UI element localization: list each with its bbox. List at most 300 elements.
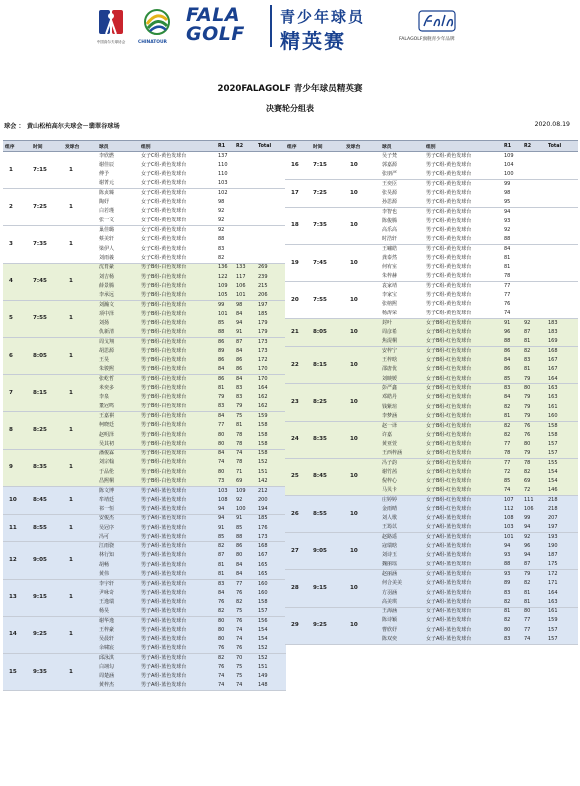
- tee-time: 9:05: [311, 533, 344, 570]
- division: 男子A组-蓝色发球台: [139, 681, 216, 690]
- division: 男子B组-白色发球台: [139, 421, 216, 430]
- tee-time: 9:05: [31, 542, 63, 579]
- player-name: 王海涵: [380, 607, 424, 616]
- player-name: 王梓晗: [380, 356, 424, 365]
- player-name: 张朋严: [380, 170, 424, 179]
- round1-score: 81: [502, 263, 522, 272]
- date-label: 2020.08.19: [534, 121, 570, 128]
- division: 女子B组-红色发球台: [424, 347, 502, 356]
- table-row: [3, 337, 286, 346]
- round2-score: [234, 217, 256, 226]
- total-score: 149: [256, 672, 286, 681]
- total-score: 157: [256, 607, 286, 616]
- total-score: [256, 179, 286, 188]
- total-score: 169: [546, 337, 578, 346]
- division: 男子B组-白色发球台: [139, 384, 216, 393]
- round2-score: 75: [234, 412, 256, 421]
- round1-score: 93: [502, 217, 522, 226]
- round2-score: 74: [234, 635, 256, 644]
- total-score: 200: [256, 495, 286, 504]
- total-score: [256, 207, 286, 216]
- pairings-table-right: [285, 140, 578, 645]
- round1-score: 137: [216, 152, 234, 161]
- division: 男子C组-黄色发球台: [424, 198, 502, 207]
- division: 女子B组-红色发球台: [424, 393, 502, 402]
- division: 女子A组-蓝色发球台: [424, 598, 502, 607]
- round2-score: 81: [522, 365, 546, 374]
- player-name: 项中泽: [97, 310, 139, 319]
- round1-score: 77: [502, 458, 522, 467]
- round2-score: 94: [522, 551, 546, 560]
- round1-score: 74: [216, 672, 234, 681]
- division: 女子A组-蓝色发球台: [424, 561, 502, 570]
- division: 男子B组-白色发球台: [139, 319, 216, 328]
- round2-score: 96: [522, 542, 546, 551]
- round2-score: 81: [522, 337, 546, 346]
- player-name: 何宥室: [380, 263, 424, 272]
- round1-score: 81: [502, 607, 522, 616]
- round1-score: 94: [216, 514, 234, 523]
- round1-score: 108: [502, 514, 522, 523]
- round1-score: 83: [502, 588, 522, 597]
- division: 男子A组-蓝色发球台: [139, 663, 216, 672]
- division: 男子A组-蓝色发球台: [139, 616, 216, 625]
- total-score: 163: [546, 598, 578, 607]
- table-row: [285, 347, 578, 356]
- page-subtitle: 决赛轮分组表: [266, 104, 314, 113]
- group-number: 1: [3, 152, 31, 189]
- total-score: 206: [256, 291, 286, 300]
- player-name: 高乐高: [380, 226, 424, 235]
- player-name: 陈俊腾: [380, 217, 424, 226]
- round2-score: 74: [522, 635, 546, 644]
- round2-score: 106: [522, 505, 546, 514]
- division: 男子A组-蓝色发球台: [139, 551, 216, 560]
- cga-logo-caption: 中国高尔夫球协会: [96, 40, 126, 44]
- round1-score: 109: [216, 282, 234, 291]
- total-score: 152: [256, 654, 286, 663]
- col-header-r2: R2: [522, 141, 546, 152]
- round2-score: 92: [522, 319, 546, 328]
- round2-score: 74: [234, 681, 256, 690]
- player-name: 李欣燃: [97, 152, 139, 161]
- round1-score: 103: [502, 523, 522, 532]
- group-number: 16: [285, 152, 311, 180]
- starting-tee: 1: [63, 412, 97, 449]
- round1-score: 82: [502, 403, 522, 412]
- player-name: 林行知: [97, 551, 139, 560]
- round2-score: [234, 226, 256, 235]
- total-score: 170: [256, 375, 286, 384]
- division: 男子B组-白色发球台: [139, 393, 216, 402]
- total-score: [546, 161, 578, 170]
- total-score: 154: [256, 635, 286, 644]
- round2-score: [522, 263, 546, 272]
- round1-score: 74: [216, 458, 234, 467]
- round2-score: 117: [234, 272, 256, 281]
- round2-score: 83: [234, 393, 256, 402]
- division: 女子B组-红色发球台: [424, 384, 502, 393]
- total-score: 168: [546, 347, 578, 356]
- col-header-time: 时间: [311, 141, 344, 152]
- tee-time: 8:35: [311, 421, 344, 458]
- total-score: 158: [256, 440, 286, 449]
- player-name: 梁伊人: [97, 244, 139, 253]
- division: 女子A组-蓝色发球台: [424, 570, 502, 579]
- starting-tee: 1: [63, 654, 97, 691]
- total-score: [546, 300, 578, 309]
- group-number: 27: [285, 533, 311, 570]
- round2-score: 78: [234, 440, 256, 449]
- tee-time: 9:25: [311, 607, 344, 644]
- division: 男子B组-白色发球台: [139, 310, 216, 319]
- round1-score: 99: [502, 179, 522, 188]
- division: 女子B组-红色发球台: [424, 375, 502, 384]
- starting-tee: 1: [63, 449, 97, 486]
- round1-score: 80: [216, 635, 234, 644]
- total-score: 154: [546, 477, 578, 486]
- division: 男子C组-黄色发球台: [424, 226, 502, 235]
- tee-time: 8:05: [31, 337, 63, 374]
- round2-score: 83: [234, 384, 256, 393]
- total-score: 187: [546, 551, 578, 560]
- total-score: 215: [256, 282, 286, 291]
- player-name: 袁家靖: [380, 282, 424, 291]
- player-name: 米奕多: [97, 384, 139, 393]
- total-score: 162: [256, 393, 286, 402]
- round1-score: 93: [502, 570, 522, 579]
- total-score: [256, 152, 286, 161]
- round2-score: 79: [522, 393, 546, 402]
- total-score: 183: [546, 319, 578, 328]
- total-score: 207: [546, 514, 578, 523]
- division: 男子A组-蓝色发球台: [139, 588, 216, 597]
- round1-score: 81: [502, 412, 522, 421]
- round2-score: [234, 152, 256, 161]
- player-name: 刘宗翰: [97, 458, 139, 467]
- division: 男子C组-黄色发球台: [424, 179, 502, 188]
- total-score: 161: [546, 403, 578, 412]
- group-number: 3: [3, 226, 31, 263]
- division: 女子B组-红色发球台: [424, 477, 502, 486]
- round2-score: [522, 179, 546, 188]
- round2-score: [522, 310, 546, 319]
- player-name: 许嘉: [380, 430, 424, 439]
- round2-score: 87: [522, 328, 546, 337]
- division: 男子A组-蓝色发球台: [139, 626, 216, 635]
- group-number: 22: [285, 347, 311, 384]
- total-score: [256, 217, 286, 226]
- round2-score: [234, 161, 256, 170]
- round2-score: [522, 272, 546, 281]
- brand-en-line1: FALA: [186, 4, 241, 26]
- table-row: [3, 375, 286, 384]
- round2-score: [234, 235, 256, 244]
- division: 女子B组-红色发球台: [424, 337, 502, 346]
- player-name: 傅予: [97, 170, 139, 179]
- player-name: 刘映媛: [380, 375, 424, 384]
- col-header-r1: R1: [216, 141, 234, 152]
- division: 男子B组-白色发球台: [139, 291, 216, 300]
- round2-score: 83: [522, 356, 546, 365]
- player-name: 李家宝: [380, 291, 424, 300]
- starting-tee: 10: [344, 570, 380, 607]
- round1-score: 108: [216, 495, 234, 504]
- player-name: 王筠苡: [380, 523, 424, 532]
- table-row: [285, 607, 578, 616]
- round1-score: 87: [216, 551, 234, 560]
- player-name: 彭严鑫: [380, 384, 424, 393]
- starting-tee: 10: [344, 421, 380, 458]
- col-header-player: 球员: [380, 141, 424, 152]
- round2-score: 98: [234, 300, 256, 309]
- round2-score: 84: [234, 310, 256, 319]
- division: 男子A组-蓝色发球台: [139, 486, 216, 495]
- player-name: 黄亚萱: [380, 440, 424, 449]
- starting-tee: 1: [63, 152, 97, 189]
- total-score: 164: [546, 375, 578, 384]
- total-score: 146: [546, 486, 578, 495]
- tee-time: 8:05: [311, 319, 344, 347]
- total-score: [546, 152, 578, 161]
- group-number: 4: [3, 263, 31, 300]
- col-header-group: 组序: [3, 141, 31, 152]
- round1-score: 102: [216, 189, 234, 198]
- round1-score: 83: [216, 244, 234, 253]
- brand-divider: [270, 5, 272, 47]
- group-number: 28: [285, 570, 311, 607]
- division: 男子C组-黄色发球台: [424, 161, 502, 170]
- division: 男子B组-白色发球台: [139, 263, 216, 272]
- round1-score: 92: [216, 207, 234, 216]
- tee-time: 7:55: [311, 282, 344, 319]
- round2-score: 79: [234, 403, 256, 412]
- player-name: 时浩轩: [380, 235, 424, 244]
- round1-score: 81: [216, 384, 234, 393]
- round1-score: 83: [216, 403, 234, 412]
- player-name: 冯子韵: [380, 458, 424, 467]
- total-score: [546, 207, 578, 216]
- tee-time: 8:55: [31, 514, 63, 542]
- round1-score: 85: [216, 533, 234, 542]
- round1-score: 94: [502, 542, 522, 551]
- round1-score: 78: [502, 272, 522, 281]
- division: 女子A组-蓝色发球台: [424, 607, 502, 616]
- round2-score: [234, 170, 256, 179]
- total-score: [546, 170, 578, 179]
- player-name: 张昊源: [380, 189, 424, 198]
- player-name: 王西梓涵: [380, 449, 424, 458]
- player-name: 金雨晴: [380, 505, 424, 514]
- division: 女子A组-蓝色发球台: [424, 626, 502, 635]
- group-number: 26: [285, 495, 311, 532]
- division: 女子C组-黄色发球台: [139, 161, 216, 170]
- round2-score: 84: [234, 561, 256, 570]
- total-score: [546, 226, 578, 235]
- tee-time: 8:25: [31, 412, 63, 449]
- total-score: 151: [256, 468, 286, 477]
- total-score: 156: [256, 616, 286, 625]
- player-name: 谢佳辰: [97, 161, 139, 170]
- division: 女子B组-红色发球台: [424, 505, 502, 514]
- table-row: [3, 226, 286, 235]
- player-name: 薛景腾: [97, 282, 139, 291]
- total-score: 157: [546, 440, 578, 449]
- round2-score: 80: [522, 607, 546, 616]
- round1-score: 83: [502, 635, 522, 644]
- round1-score: 82: [502, 430, 522, 439]
- round2-score: 69: [522, 477, 546, 486]
- round2-score: 84: [234, 375, 256, 384]
- round2-score: 75: [234, 672, 256, 681]
- player-name: 牟靖廷: [97, 495, 139, 504]
- round2-score: 78: [234, 430, 256, 439]
- round1-score: 81: [502, 254, 522, 263]
- round2-score: 76: [234, 588, 256, 597]
- starting-tee: 1: [63, 337, 97, 374]
- division: 女子B组-红色发球台: [424, 412, 502, 421]
- tee-time: 9:35: [31, 654, 63, 691]
- division: 男子B组-白色发球台: [139, 347, 216, 356]
- round2-score: 77: [522, 616, 546, 625]
- round1-score: 89: [216, 347, 234, 356]
- round2-score: 91: [234, 514, 256, 523]
- division: 女子A组-蓝色发球台: [424, 635, 502, 644]
- round2-score: [522, 300, 546, 309]
- player-name: 寇瑞晗: [380, 542, 424, 551]
- tee-time: 8:45: [311, 458, 344, 495]
- player-name: 李宇轩: [97, 579, 139, 588]
- table-row: [285, 179, 578, 188]
- player-name: 余啸宸: [97, 644, 139, 653]
- tee-time: 8:15: [31, 375, 63, 412]
- total-score: 152: [256, 644, 286, 653]
- round1-score: 82: [502, 616, 522, 625]
- division: 男子B组-白色发球台: [139, 356, 216, 365]
- division: 女子B组-红色发球台: [424, 356, 502, 365]
- group-number: 10: [3, 486, 31, 514]
- tee-time: 8:15: [311, 347, 344, 384]
- table-row: [3, 654, 286, 663]
- starting-tee: 1: [63, 514, 97, 542]
- total-score: 197: [256, 300, 286, 309]
- starting-tee: 10: [344, 179, 380, 207]
- player-name: 赵一译: [380, 421, 424, 430]
- group-number: 18: [285, 207, 311, 244]
- tee-time: 9:15: [311, 570, 344, 607]
- player-name: 邵唐优: [380, 365, 424, 374]
- round2-score: 75: [234, 663, 256, 672]
- total-score: 151: [256, 663, 286, 672]
- tee-time: 7:45: [311, 244, 344, 281]
- round1-score: 77: [502, 440, 522, 449]
- round1-score: 81: [216, 570, 234, 579]
- total-score: [256, 254, 286, 263]
- division: 男子B组-白色发球台: [139, 412, 216, 421]
- table-row: [3, 449, 286, 458]
- round1-score: 101: [502, 533, 522, 542]
- round1-score: 95: [502, 198, 522, 207]
- division: 女子C组-黄色发球台: [139, 189, 216, 198]
- round1-score: 72: [502, 468, 522, 477]
- round2-score: 78: [522, 458, 546, 467]
- player-name: 赵明泽: [97, 430, 139, 439]
- round1-score: 84: [502, 244, 522, 253]
- player-name: 马贝卡: [380, 486, 424, 495]
- table-row: [3, 152, 286, 161]
- total-score: 159: [256, 412, 286, 421]
- round2-score: 72: [522, 486, 546, 495]
- player-name: 谢竹茜: [380, 468, 424, 477]
- round1-score: 80: [502, 626, 522, 635]
- total-score: 173: [256, 337, 286, 346]
- group-number: 20: [285, 282, 311, 319]
- round2-score: 77: [522, 626, 546, 635]
- total-score: 158: [256, 449, 286, 458]
- round2-score: 85: [234, 523, 256, 532]
- round2-score: 71: [234, 468, 256, 477]
- player-name: 李梦涵: [380, 412, 424, 421]
- division: 女子B组-红色发球台: [424, 319, 502, 328]
- round2-score: [522, 217, 546, 226]
- round2-score: 76: [234, 644, 256, 653]
- player-name: 王嘉祺: [97, 412, 139, 421]
- round2-score: 87: [234, 337, 256, 346]
- total-score: 158: [256, 421, 286, 430]
- division: 男子A组-蓝色发球台: [139, 644, 216, 653]
- division: 男子C组-黄色发球台: [424, 244, 502, 253]
- tee-time: 8:35: [31, 449, 63, 486]
- round1-score: 84: [216, 449, 234, 458]
- round1-score: 80: [216, 468, 234, 477]
- total-score: 190: [546, 542, 578, 551]
- group-number: 6: [3, 337, 31, 374]
- round2-score: 82: [234, 598, 256, 607]
- total-score: 239: [256, 272, 286, 281]
- round1-score: 107: [502, 495, 522, 504]
- player-name: 陈文博: [97, 486, 139, 495]
- player-name: 胡思源: [97, 347, 139, 356]
- player-name: 周楚涵: [97, 672, 139, 681]
- china-tour-caption: CHINATOUR: [138, 40, 167, 45]
- division: 男子A组-蓝色发球台: [139, 579, 216, 588]
- round1-score: 136: [216, 263, 234, 272]
- round1-score: 86: [216, 356, 234, 365]
- division: 女子C组-黄色发球台: [139, 170, 216, 179]
- player-name: 董冠鸣: [97, 403, 139, 412]
- col-header-r2: R2: [234, 141, 256, 152]
- player-name: 曹欣妤: [380, 626, 424, 635]
- division: 男子B组-白色发球台: [139, 328, 216, 337]
- player-name: 庄婷婷: [380, 495, 424, 504]
- total-score: 175: [546, 561, 578, 570]
- round1-score: 84: [502, 393, 522, 402]
- tee-time: 7:15: [31, 152, 63, 189]
- total-score: [546, 263, 578, 272]
- table-header-row: [3, 141, 286, 152]
- division: 男子B组-白色发球台: [139, 430, 216, 439]
- division: 男子C组-黄色发球台: [424, 189, 502, 198]
- total-score: 160: [256, 579, 286, 588]
- starting-tee: 10: [344, 533, 380, 570]
- round2-score: 79: [522, 403, 546, 412]
- starting-tee: 1: [63, 263, 97, 300]
- col-header-total: Total: [546, 141, 578, 152]
- tee-time: 7:55: [31, 300, 63, 337]
- player-name: 钱紫瑄: [380, 403, 424, 412]
- round1-score: 76: [216, 598, 234, 607]
- division: 男子B组-白色发球台: [139, 375, 216, 384]
